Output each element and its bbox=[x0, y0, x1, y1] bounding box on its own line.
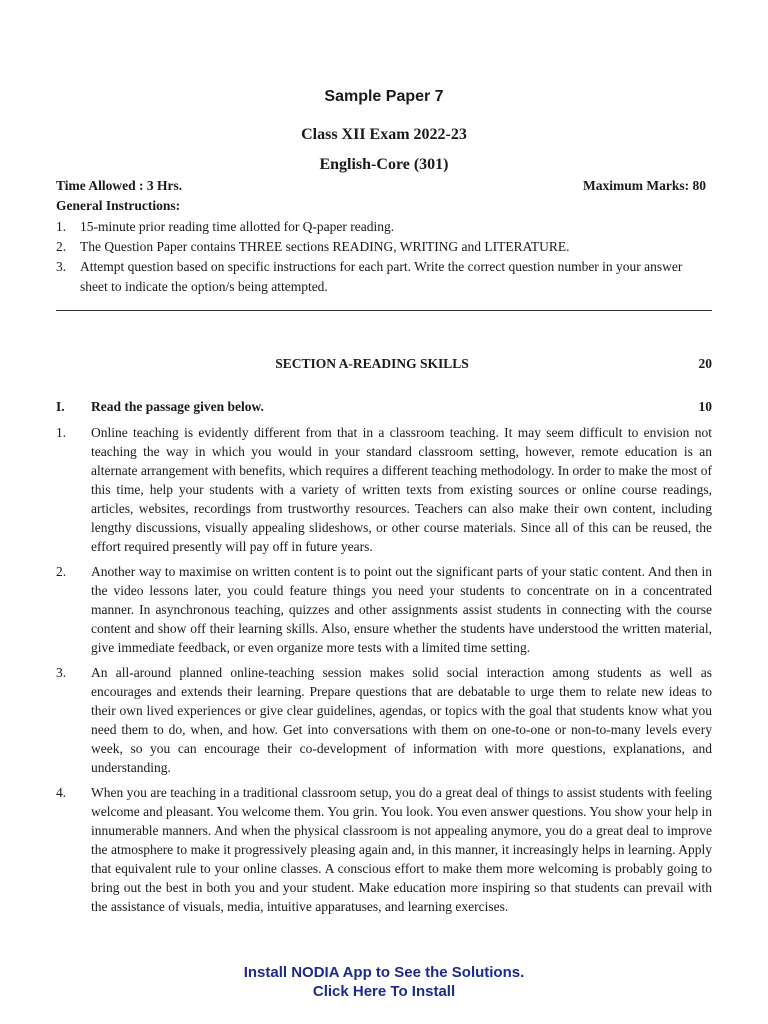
subject-title: English-Core (301) bbox=[319, 156, 449, 173]
instruction-number: 3. bbox=[56, 259, 67, 274]
instruction-text: Attempt question based on specific instructions for each part. Write the correct question number in your answer sheet to indicate the option/s being attempted. bbox=[80, 259, 683, 294]
exam-title: Class XII Exam 2022-23 bbox=[301, 126, 467, 143]
time-allowed: Time Allowed : 3 Hrs. bbox=[56, 178, 183, 193]
instruction-text: The Question Paper contains THREE sections READING, WRITING and LITERATURE. bbox=[80, 239, 570, 254]
instruction-item bbox=[56, 237, 712, 257]
question-text: Read the passage given below. bbox=[91, 399, 264, 414]
paragraph-number: 1. bbox=[56, 425, 67, 440]
instruction-item bbox=[56, 257, 712, 297]
install-app-banner[interactable] bbox=[0, 963, 768, 1001]
paper-title: Sample Paper 7 bbox=[324, 88, 444, 105]
instructions-list bbox=[56, 217, 712, 297]
section-title: SECTION A-READING SKILLS bbox=[275, 356, 469, 371]
question-number: I. bbox=[56, 399, 65, 414]
reading-passage bbox=[56, 423, 712, 922]
instruction-number: 2. bbox=[56, 239, 67, 254]
instructions-heading: General Instructions: bbox=[56, 198, 181, 213]
paragraph-text: Online teaching is evidently different from that in a classroom teaching. It may seem difficult to envision not teaching the way in which you would in your standard classroom setting, however, remote education is an alternate arrangement with benefits, which requires a different teaching methodology. In order to make the most of this time, help your students with a variety of written texts from existing sources or online course readings, articles, websites, recordings from trustworthy resources. Teachers can also make their own content, including lengthy discussions, visually appealing slideshows, or other course materials. Since all of this can be reused, the effort required presently will pay off in future years. bbox=[91, 425, 712, 554]
paragraph-text: Another way to maximise on written content is to point out the significant parts of your static content. And then in the video lessons later, you could feature things you need your students to concentrate on in a concentrated manner. In asynchronous teaching, quizzes and other assignments assist students in connecting with the course content and show off their learning skills. Also, ensure whether the students have understood the written material, give immediate feedback, or even organize more tests with a limited time setting. bbox=[91, 564, 712, 655]
passage-paragraph bbox=[56, 783, 712, 916]
divider bbox=[56, 310, 712, 311]
section-marks: 20 bbox=[698, 356, 712, 371]
paragraph-number: 4. bbox=[56, 785, 67, 800]
instruction-text: 15-minute prior reading time allotted for Q-paper reading. bbox=[80, 219, 395, 234]
instruction-number: 1. bbox=[56, 219, 67, 234]
passage-paragraph bbox=[56, 562, 712, 657]
instruction-item bbox=[56, 217, 712, 237]
exam-meta bbox=[56, 178, 712, 194]
paragraph-number: 3. bbox=[56, 665, 67, 680]
click-to-install-link[interactable]: Click Here To Install bbox=[312, 983, 456, 1000]
passage-paragraph bbox=[56, 663, 712, 777]
passage-paragraph bbox=[56, 423, 712, 556]
paragraph-text: An all-around planned online-teaching session makes solid social interaction among students as well as encourages and extends their learning. Prepare questions that are debatable to urge them to relate new ideas to their own lived experiences or give clear guidelines, agendas, or topics with the goal that students know what you need them to do, when, and how. Get into conversations with them on one-to-one or non-to-many levels every week, so you can encourage their co-development of information with more questions, explanations, and understanding. bbox=[91, 665, 712, 775]
maximum-marks: Maximum Marks: 80 bbox=[583, 178, 706, 193]
paragraph-number: 2. bbox=[56, 564, 67, 579]
install-app-link[interactable]: Install NODIA App to See the Solutions. bbox=[243, 964, 525, 981]
paragraph-text: When you are teaching in a traditional classroom setup, you do a great deal of things to assist students with feeling welcome and pleasant. You welcome them. You grin. You look. You even answer questions. You show your help in innumerable manners. And when the physical classroom is not appealing anymore, you do a great deal to improve the atmosphere to make it progressively pleasing again and, in this manner, it increasingly helps in learning. Apply that equivalent rule to your online classes. A conscious effort to make them more welcoming is probably going to bring out the best in both you and your student. Make education more inspiring so that students can prevail with the assistance of visuals, media, intuitive apparatuses, and learning exercises. bbox=[91, 785, 712, 914]
question-marks: 10 bbox=[698, 399, 712, 414]
